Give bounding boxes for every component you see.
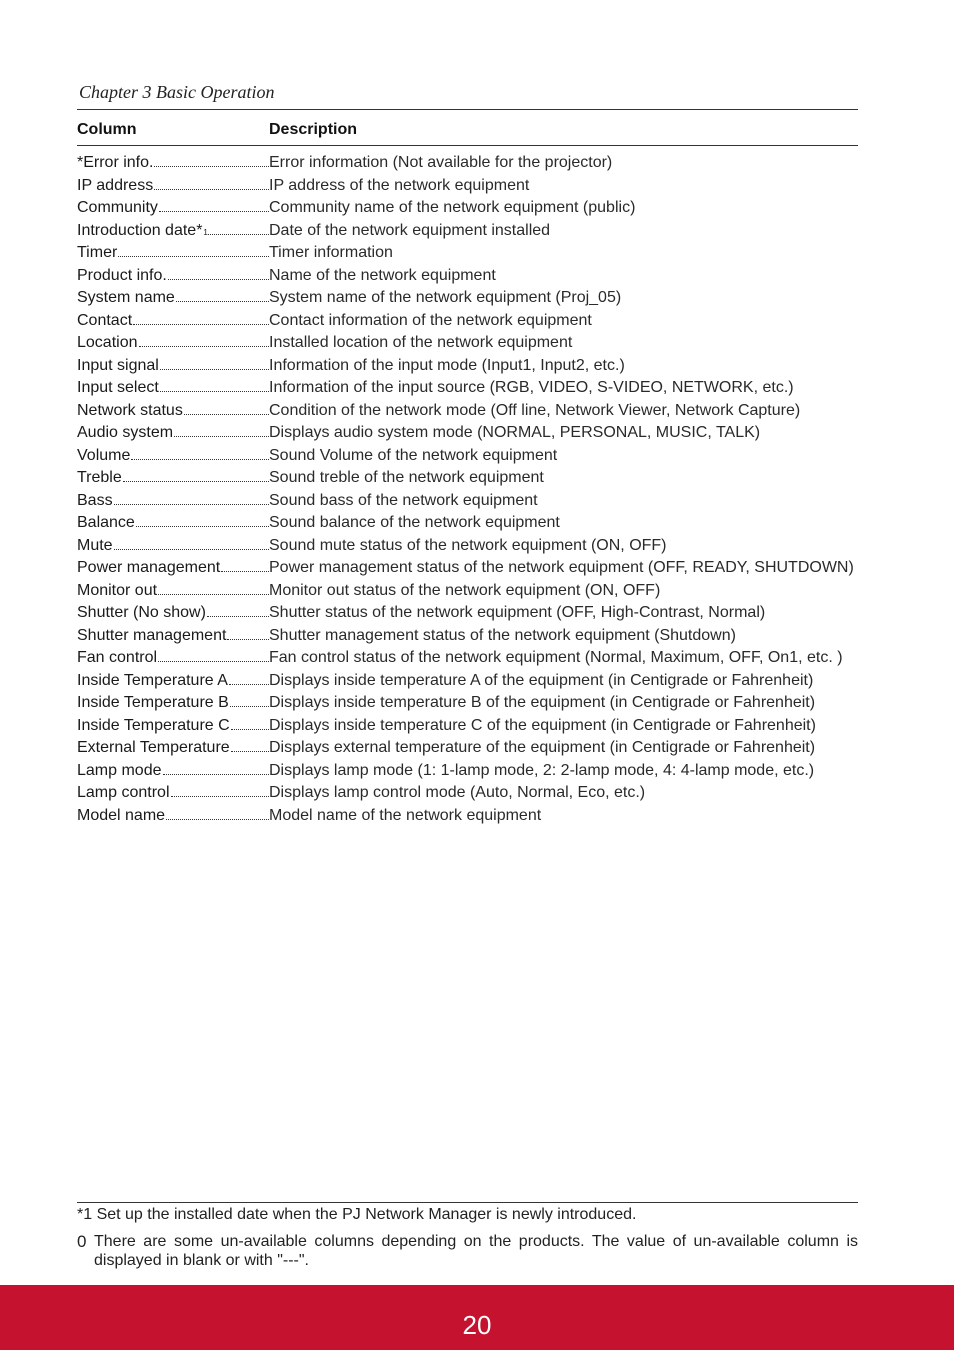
table-row (77, 490, 858, 513)
description-cell: Name of the network equipment (269, 266, 496, 284)
table-row (77, 220, 858, 243)
dot-leader (168, 278, 269, 280)
table-row (77, 805, 858, 828)
column-cell (77, 197, 269, 219)
column-cell (77, 625, 269, 647)
column-cell (77, 512, 269, 534)
column-name: Balance (77, 514, 135, 531)
column-name: Timer (77, 244, 118, 261)
column-name: System name (77, 289, 175, 306)
column-cell (77, 175, 269, 197)
description-cell: Timer information (269, 244, 393, 261)
column-name: Location (77, 334, 138, 351)
table-row (77, 355, 858, 378)
column-cell (77, 377, 269, 399)
dot-leader (131, 458, 269, 460)
column-name: Audio system (77, 424, 174, 441)
column-cell (77, 265, 269, 287)
dot-leader (227, 638, 269, 640)
description-cell: Sound bass of the network equipment (269, 491, 538, 509)
description-cell: Displays inside temperature A of the equipment (in Centigrade or Fahrenheit) (269, 671, 814, 689)
description-cell: Displays inside temperature C of the equipment (in Centigrade or Fahrenheit) (269, 716, 816, 734)
dot-leader (166, 818, 269, 820)
description-cell: Error information (Not available for the projector) (269, 154, 613, 171)
column-name: *Error info. (77, 154, 154, 171)
dot-leader (136, 525, 269, 527)
description-cell: Monitor out status of the network equipment (ON, OFF) (269, 581, 661, 599)
table-row (77, 602, 858, 625)
column-cell (77, 400, 269, 422)
description-cell: Displays inside temperature B of the equipment (in Centigrade or Fahrenheit) (269, 694, 816, 711)
description-cell: System name of the network equipment (Proj_05) (269, 289, 622, 306)
description-cell: Displays external temperature of the equipment (in Centigrade or Fahrenheit) (269, 739, 816, 756)
column-name: Shutter management (77, 626, 227, 644)
footnote-2 (77, 1232, 858, 1270)
dot-leader (114, 503, 269, 505)
table-row (77, 737, 858, 760)
dot-leader (231, 750, 269, 752)
column-name: Monitor out (77, 581, 158, 599)
dot-leader (176, 300, 269, 302)
column-name: Network status (77, 401, 183, 419)
table-row (77, 377, 858, 400)
column-cell (77, 602, 269, 624)
description-cell: Shutter status of the network equipment (OFF, High-Contrast, Normal) (269, 604, 766, 621)
column-cell (77, 490, 269, 512)
column-cell (77, 422, 269, 444)
dot-leader (139, 345, 270, 347)
column-name: Lamp control (77, 784, 170, 801)
column-name: Power management (77, 559, 221, 576)
column-cell (77, 692, 269, 714)
column-name: Inside Temperature A (77, 671, 228, 689)
column-name: Fan control (77, 649, 158, 666)
description-cell: Installed location of the network equipment (269, 334, 573, 351)
footnote-1: *1 Set up the installed date when the PJ Network Manager is newly introduced. (77, 1206, 637, 1223)
column-name: Contact (77, 311, 133, 329)
table-row (77, 625, 858, 648)
dot-leader (184, 413, 269, 415)
table-row (77, 782, 858, 805)
table-body (77, 152, 858, 827)
table-row (77, 265, 858, 288)
description-cell: Sound balance of the network equipment (269, 514, 560, 531)
column-cell (77, 535, 269, 557)
description-cell: Information of the input mode (Input1, Input2, etc.) (269, 356, 625, 374)
note-text: There are some un-available columns depending on the products. The value of un-available column is displayed in blank or with "---". (94, 1233, 858, 1269)
table-row (77, 580, 858, 603)
table-row (77, 467, 858, 490)
description-cell: Condition of the network mode (Off line, Network Viewer, Network Capture) (269, 401, 801, 419)
column-name: Product info. (77, 266, 167, 284)
description-cell: Sound Volume of the network equipment (269, 446, 558, 464)
column-name: Model name (77, 806, 166, 824)
table-row (77, 760, 858, 783)
table-row (77, 175, 858, 198)
table-row (77, 692, 858, 715)
description-cell: Date of the network equipment installed (269, 221, 551, 239)
note-bullet: 0 (77, 1232, 87, 1251)
table-row (77, 535, 858, 558)
description-cell: Displays lamp control mode (Auto, Normal, Eco, etc.) (269, 784, 646, 801)
column-name: Volume (77, 446, 131, 464)
page-number: 20 (462, 1310, 492, 1340)
dot-leader (231, 728, 269, 730)
footnote-marker: 1 (203, 227, 208, 237)
column-cell (77, 287, 269, 309)
table-row (77, 287, 858, 310)
table-row (77, 647, 858, 670)
dot-leader (123, 480, 269, 482)
column-cell (77, 557, 269, 579)
column-header: Column (77, 121, 137, 138)
table-row (77, 422, 858, 445)
dot-leader (114, 548, 269, 550)
dot-leader (158, 593, 269, 595)
description-cell: Fan control status of the network equipment (Normal, Maximum, OFF, On1, etc. ) (269, 649, 843, 666)
description-cell: Power management status of the network equipment (OFF, READY, SHUTDOWN) (269, 559, 854, 576)
column-cell (77, 805, 269, 827)
dot-leader (207, 615, 269, 617)
column-cell (77, 737, 269, 759)
column-name: IP address (77, 176, 154, 194)
column-cell (77, 355, 269, 377)
column-name: Bass (77, 491, 113, 509)
column-name: Mute (77, 536, 113, 554)
chapter-title: Chapter 3 Basic Operation (79, 82, 275, 102)
description-cell: IP address of the network equipment (269, 176, 530, 194)
column-cell (77, 647, 269, 669)
column-name: External Temperature (77, 739, 230, 756)
column-name: Input signal (77, 356, 159, 374)
dot-leader (154, 165, 269, 167)
dot-leader (230, 705, 269, 707)
column-cell (77, 445, 269, 467)
description-cell: Shutter management status of the network equipment (Shutdown) (269, 626, 736, 644)
table-header-rule (77, 145, 858, 146)
column-cell (77, 580, 269, 602)
dot-leader (171, 795, 270, 797)
description-header: Description (269, 121, 358, 138)
dot-leader (118, 255, 269, 257)
column-name: Inside Temperature C (77, 716, 230, 734)
column-name: Treble (77, 469, 122, 486)
description-cell: Model name of the network equipment (269, 806, 542, 824)
column-name: Input select (77, 379, 159, 396)
description-cell: Displays lamp mode (1: 1-lamp mode, 2: 2-lamp mode, 4: 4-lamp mode, etc.) (269, 761, 815, 779)
dot-leader (158, 660, 269, 662)
column-cell (77, 715, 269, 737)
dot-leader (133, 323, 269, 325)
table-row (77, 152, 858, 175)
column-cell (77, 670, 269, 692)
column-cell (77, 152, 269, 174)
table-row (77, 557, 858, 580)
table-row (77, 512, 858, 535)
column-cell (77, 782, 269, 804)
column-name: Inside Temperature B (77, 694, 229, 711)
description-cell: Sound mute status of the network equipment (ON, OFF) (269, 536, 667, 554)
column-name: Community (77, 199, 158, 216)
column-cell (77, 467, 269, 489)
dot-leader (229, 683, 269, 685)
column-name: Shutter (No show) (77, 604, 206, 621)
table-row (77, 310, 858, 333)
dot-leader (174, 435, 269, 437)
column-cell (77, 332, 269, 354)
table-row (77, 242, 858, 265)
dot-leader (163, 773, 270, 775)
description-cell: Community name of the network equipment (public) (269, 199, 636, 216)
footnote-rule (77, 1202, 858, 1203)
description-cell: Displays audio system mode (NORMAL, PERSONAL, MUSIC, TALK) (269, 424, 761, 441)
description-cell: Sound treble of the network equipment (269, 469, 544, 486)
column-name: Lamp mode (77, 761, 162, 779)
column-cell (77, 242, 269, 264)
dot-leader (208, 233, 269, 235)
dot-leader (221, 570, 269, 572)
header-rule (77, 109, 858, 110)
column-cell (77, 310, 269, 332)
table-row (77, 332, 858, 355)
description-cell: Information of the input source (RGB, VIDEO, S-VIDEO, NETWORK, etc.) (269, 379, 794, 396)
table-row (77, 197, 858, 220)
table-row (77, 715, 858, 738)
column-cell (77, 760, 269, 782)
column-name: Introduction date* (77, 221, 203, 239)
table-row (77, 670, 858, 693)
description-cell: Contact information of the network equipment (269, 311, 592, 329)
dot-leader (159, 210, 269, 212)
dot-leader (160, 390, 269, 392)
table-row (77, 445, 858, 468)
dot-leader (154, 188, 269, 190)
dot-leader (160, 368, 269, 370)
column-cell (77, 220, 269, 242)
table-row (77, 400, 858, 423)
